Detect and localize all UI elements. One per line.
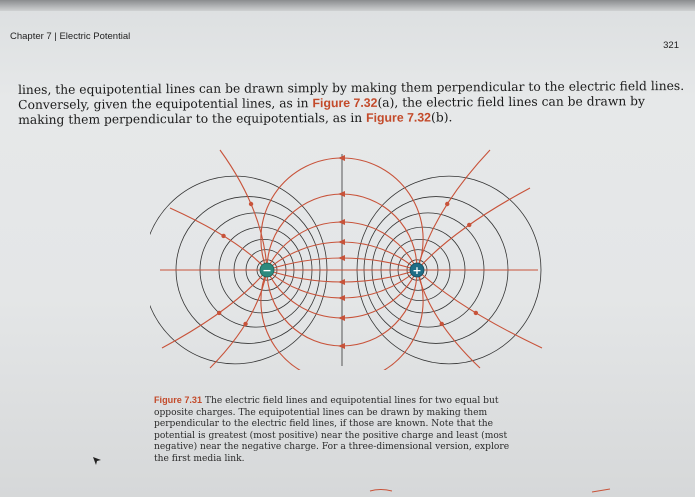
field-arrow xyxy=(338,155,345,161)
equipotential-lines xyxy=(150,154,541,366)
field-arrow xyxy=(338,191,345,197)
positive-sign: + xyxy=(412,264,422,277)
mouse-cursor-icon xyxy=(92,456,102,466)
outer-field-line xyxy=(417,270,542,348)
field-arrows xyxy=(217,155,478,370)
outer-field-line xyxy=(170,208,267,270)
field-arrow xyxy=(338,295,345,301)
outer-field-line xyxy=(417,270,480,368)
body-paragraph xyxy=(18,79,686,128)
dipole-diagram xyxy=(150,148,548,370)
figure-7-32-link-a[interactable]: Figure 7.32 xyxy=(312,95,378,111)
field-arrow xyxy=(338,255,345,261)
field-arrow xyxy=(467,223,471,227)
field-arrow xyxy=(338,343,345,349)
page-number: 321 xyxy=(663,40,679,51)
outer-field-line xyxy=(162,270,267,348)
chapter-header: Chapter 7 | Electric Potential xyxy=(10,31,131,42)
figure-7-32-link-b[interactable]: Figure 7.32 xyxy=(366,110,432,125)
field-arrow xyxy=(221,234,225,238)
positive-charge xyxy=(410,263,424,277)
field-lines xyxy=(162,150,542,370)
outer-field-line xyxy=(220,150,267,270)
outer-field-line xyxy=(210,270,267,368)
figure-caption xyxy=(154,395,526,466)
field-arrow xyxy=(338,239,345,245)
field-arrow xyxy=(338,219,345,225)
negative-charge xyxy=(260,263,274,277)
page-top-edge xyxy=(0,0,695,11)
body-text-part-3: (b). xyxy=(430,110,453,125)
caption-text: The electric field lines and equipotential lines for two equal but opposite charges. The equipotential lines can be drawn by making them perpendicular to the electric field lines, if those are known. Note that the potential is greatest (most positive) near the positive charge and least (most negative) near the negative charge. For a three-dimensional version, explore the first media link. xyxy=(154,396,510,464)
field-arrow xyxy=(338,315,345,321)
field-arrow xyxy=(474,311,478,315)
body-text-part-1: lines, the equipotential lines can be drawn simply by making them perpendicular to the electric field lines. Conversely, given the equipotential lines, as in xyxy=(18,78,685,112)
field-arrow xyxy=(217,311,221,315)
page-bottom-edge xyxy=(0,485,695,497)
field-arrow xyxy=(445,202,449,206)
field-arrow xyxy=(243,322,247,326)
caption-figure-label: Figure 7.31 xyxy=(154,395,203,405)
body-text-part-2: (a), the electric field lines can be drawn by making them perpendicular to the equipotentials, as in xyxy=(18,94,646,127)
field-arrow xyxy=(440,322,444,326)
field-arrow xyxy=(249,202,253,206)
field-arrow xyxy=(338,279,345,285)
negative-sign: − xyxy=(262,264,272,277)
dipole-field-figure xyxy=(150,148,548,370)
